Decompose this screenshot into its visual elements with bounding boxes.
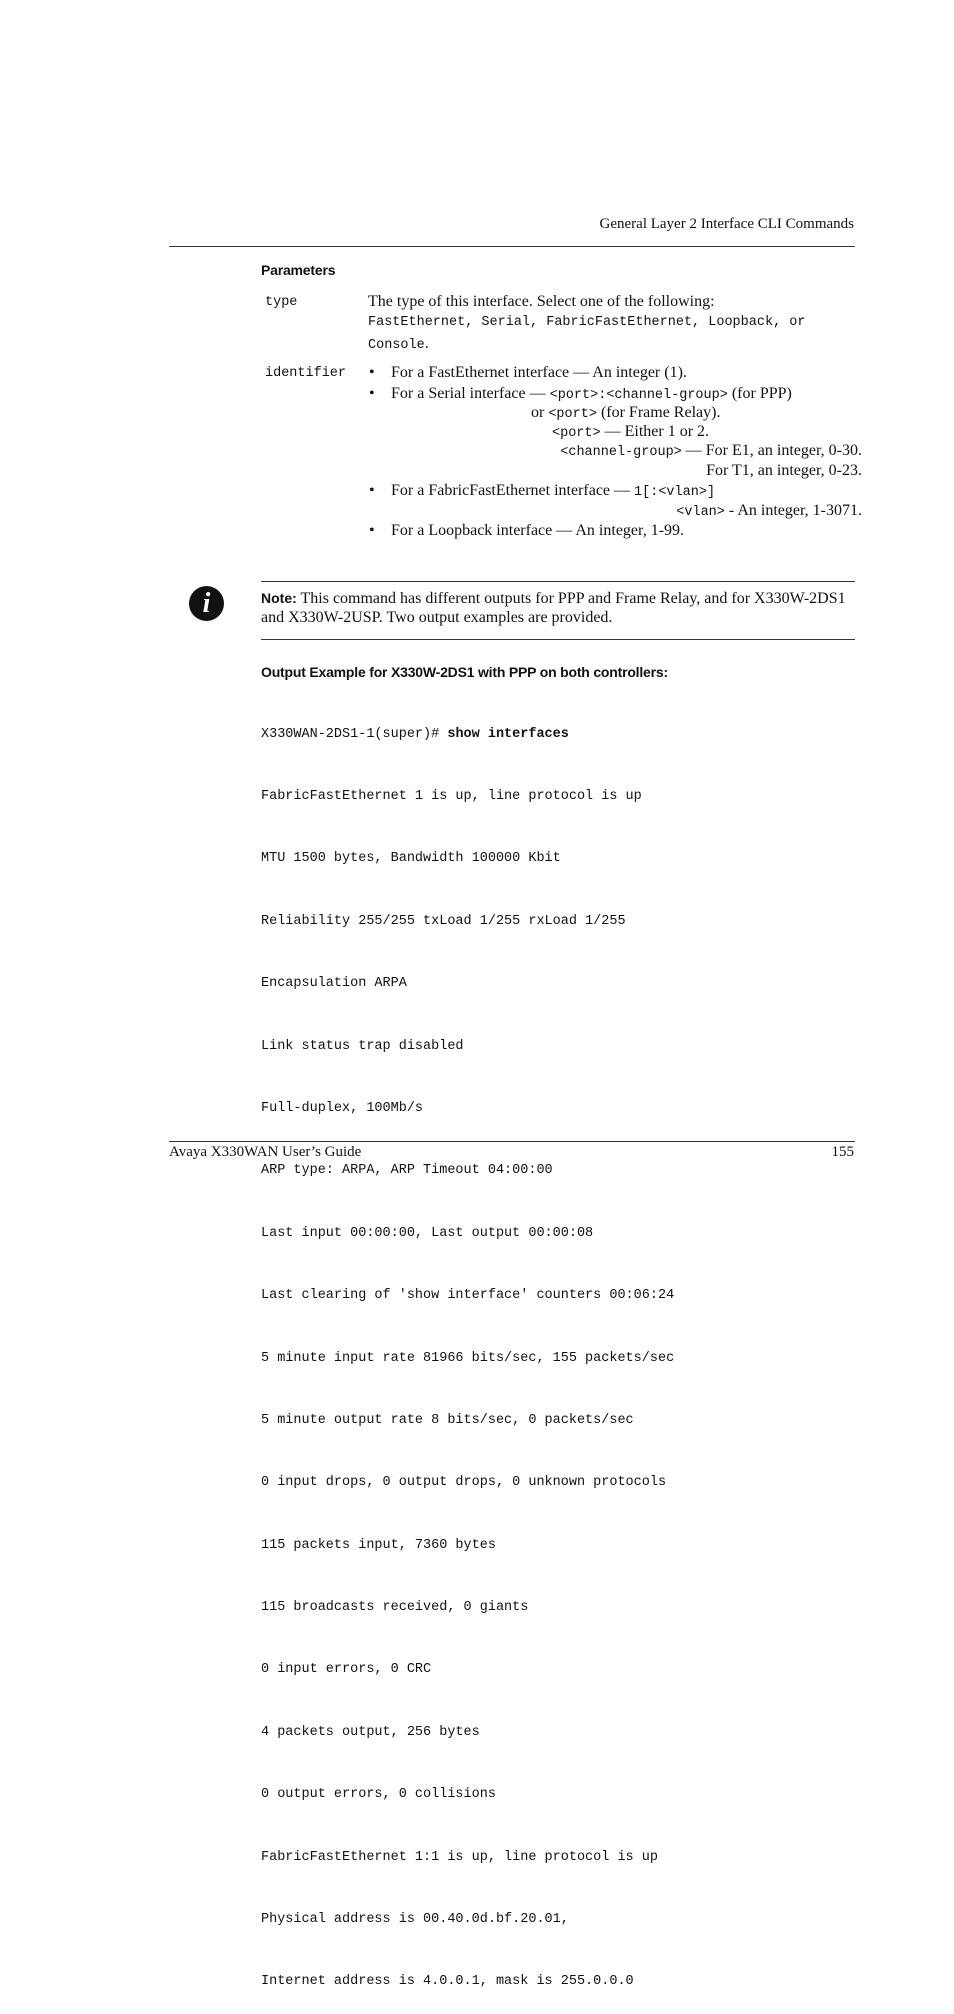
header-rule — [169, 246, 855, 247]
identifier-serial-or — [531, 404, 720, 422]
identifier-vlan-code: <vlan> — [676, 505, 725, 520]
note-text: This command has different outputs for PPP and Frame Relay, and for X330W-2DS1 and X330W-2USP. Two output examples are provided. — [261, 590, 846, 626]
identifier-serial — [391, 385, 792, 403]
identifier-serial-or-tail: (for Frame Relay). — [596, 404, 721, 421]
bullet-4: • — [369, 522, 375, 539]
identifier-serial-or-code: <port> — [548, 407, 597, 422]
bullet-2: • — [369, 385, 375, 402]
cli-line: Last input 00:00:00, Last output 00:00:08 — [261, 1225, 594, 1241]
identifier-channel-group-t1: For T1, an integer, 0-23. — [706, 462, 862, 479]
identifier-fastethernet: For a FastEthernet interface — An integer (1). — [391, 364, 687, 381]
note-label: Note: — [261, 590, 297, 606]
cli-line: 4 packets output, 256 bytes — [261, 1724, 480, 1740]
cli-output — [261, 683, 674, 2014]
identifier-fabric-code: 1[:<vlan>] — [634, 485, 716, 500]
identifier-serial-text: For a Serial interface — — [391, 385, 550, 402]
param-type-options-last: Console — [368, 338, 425, 353]
param-type-description: The type of this interface. Select one of the following: — [368, 293, 715, 310]
cli-line: FabricFastEthernet 1:1 is up, line protocol is up — [261, 1849, 658, 1865]
cli-line: ARP type: ARPA, ARP Timeout 04:00:00 — [261, 1163, 553, 1179]
cli-line: 5 minute output rate 8 bits/sec, 0 packets/sec — [261, 1412, 634, 1428]
cli-command: show interfaces — [447, 726, 569, 742]
note-bottom-rule — [261, 639, 855, 640]
identifier-serial-or-text: or — [531, 404, 549, 421]
info-icon: i — [189, 586, 224, 621]
cli-line: 5 minute input rate 81966 bits/sec, 155 packets/sec — [261, 1350, 675, 1366]
cli-prompt-line — [261, 725, 674, 746]
cli-line: 115 broadcasts received, 0 giants — [261, 1600, 529, 1616]
cli-line: Link status trap disabled — [261, 1038, 464, 1054]
footer-rule — [169, 1141, 855, 1142]
output-heading: Output Example for X330W-2DS1 with PPP on both controllers: — [261, 664, 668, 680]
cli-line: Internet address is 4.0.0.1, mask is 255.0.0.0 — [261, 1974, 634, 1990]
note — [261, 589, 855, 627]
param-type-name: type — [265, 295, 298, 310]
param-identifier-name: identifier — [265, 366, 347, 381]
param-type-options-period: . — [424, 335, 429, 352]
identifier-port-desc — [552, 423, 709, 441]
identifier-serial-tail: (for PPP) — [727, 385, 792, 402]
running-header: General Layer 2 Interface CLI Commands — [599, 216, 854, 232]
identifier-channel-group-desc — [560, 442, 862, 460]
cli-line: Full-duplex, 100Mb/s — [261, 1100, 424, 1116]
bullet-1: • — [369, 364, 375, 381]
cli-line: Reliability 255/255 txLoad 1/255 rxLoad 1/255 — [261, 913, 626, 929]
cli-line: MTU 1500 bytes, Bandwidth 100000 Kbit — [261, 851, 561, 867]
cli-line: 0 output errors, 0 collisions — [261, 1787, 496, 1803]
cli-line: Physical address is 00.40.0d.bf.20.01, — [261, 1912, 569, 1928]
cli-line: Last clearing of 'show interface' counters 00:06:24 — [261, 1288, 675, 1304]
param-type-options-cont — [368, 335, 429, 353]
identifier-channel-group-code: <channel-group> — [560, 445, 682, 460]
page-number: 155 — [831, 1144, 854, 1160]
identifier-fabric — [391, 482, 715, 500]
cli-line: 0 input drops, 0 output drops, 0 unknown protocols — [261, 1475, 667, 1491]
identifier-channel-group-e1: — For E1, an integer, 0-30. — [681, 442, 862, 459]
cli-line: 115 packets input, 7360 bytes — [261, 1537, 496, 1553]
identifier-port-code: <port> — [552, 426, 601, 441]
identifier-serial-code: <port>:<channel-group> — [549, 388, 728, 403]
param-type-options: FastEthernet, Serial, FabricFastEthernet, Loopback, or — [368, 315, 806, 330]
note-top-rule — [261, 581, 855, 582]
parameters-heading: Parameters — [261, 262, 336, 278]
cli-line: 0 input errors, 0 CRC — [261, 1662, 432, 1678]
cli-line: Encapsulation ARPA — [261, 976, 407, 992]
cli-prompt: X330WAN-2DS1-1(super)# — [261, 726, 448, 742]
identifier-fabric-text: For a FabricFastEthernet interface — — [391, 482, 635, 499]
identifier-port-text: — Either 1 or 2. — [600, 423, 710, 440]
footer-guide-title: Avaya X330WAN User’s Guide — [169, 1144, 362, 1160]
identifier-vlan-text: - An integer, 1-3071. — [724, 502, 862, 519]
identifier-loopback: For a Loopback interface — An integer, 1-99. — [391, 522, 685, 539]
cli-line: FabricFastEthernet 1 is up, line protocol is up — [261, 788, 642, 804]
identifier-vlan-desc — [676, 502, 862, 520]
bullet-3: • — [369, 482, 375, 499]
